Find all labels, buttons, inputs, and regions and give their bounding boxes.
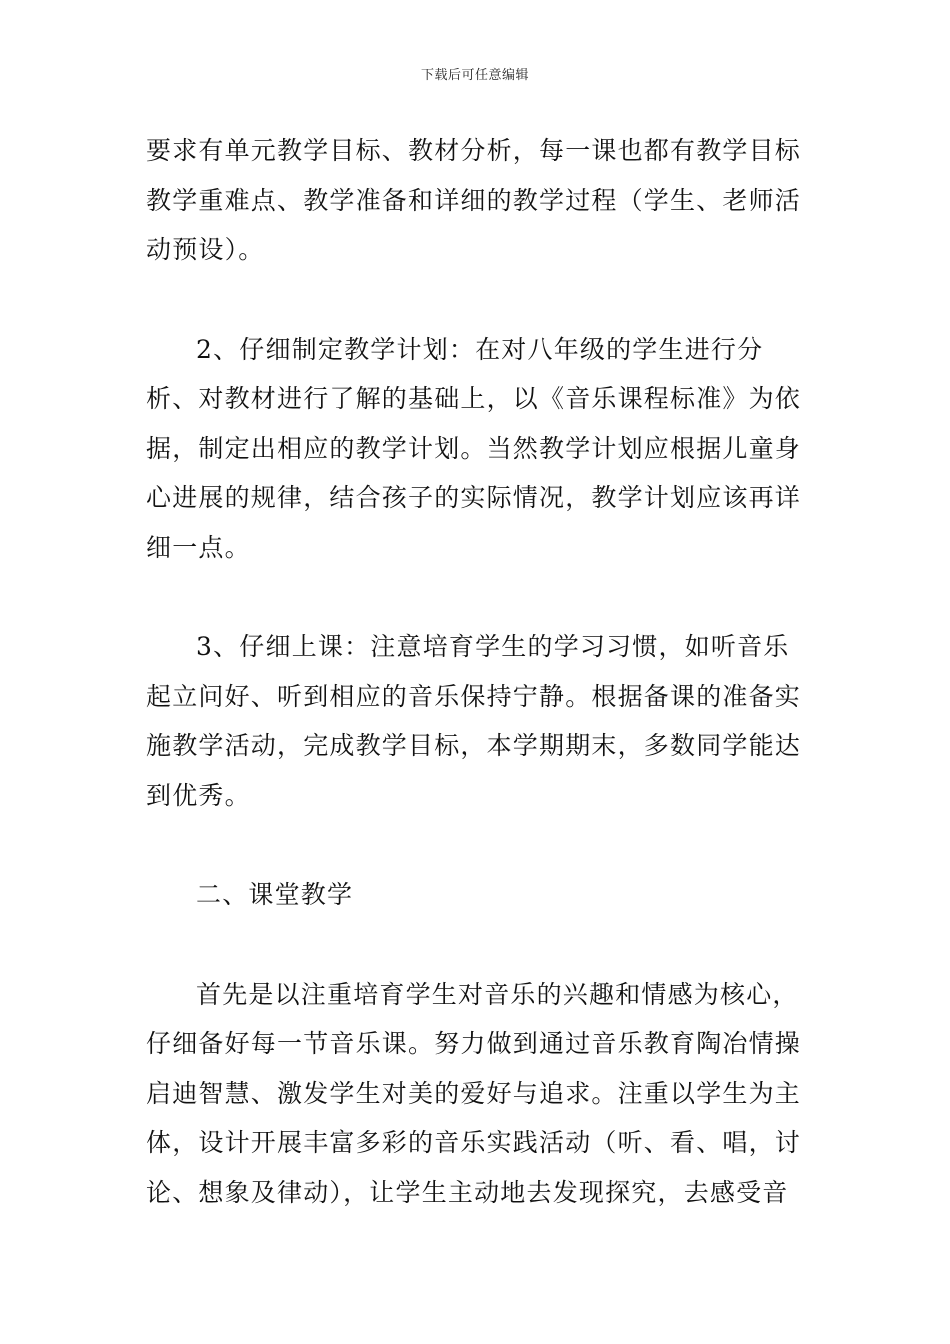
paragraph-music-interest: 首先是以注重培育学生对音乐的兴趣和情感为核心，仔细备好每一节音乐课。努力做到通过音乐教育陶冶情操启迪智慧、激发学生对美的爱好与追求。注重以学生为主体，设计开展丰富多彩的音乐实践活动（听、看、唱，讨论、想象及律动），让学生主动地去发现探究，去感受音 [146, 979, 802, 1207]
paragraph-continuation: 要求有单元教学目标、教材分析，每一课也都有教学目标教学重难点、教学准备和详细的教学过程（学生、老师活动预设）。 [146, 136, 802, 264]
paragraph-gap [146, 572, 810, 622]
paragraph-gap [146, 920, 810, 970]
document-body [146, 126, 810, 1217]
paragraph-gap [146, 275, 810, 325]
page-header-note: 下载后可任意编辑 [420, 68, 529, 83]
section-heading-classroom-teaching: 二、课堂教学 [196, 880, 354, 909]
paragraph-gap [146, 820, 810, 870]
paragraph-class-attendance: 3、仔细上课：注意培育学生的学习习惯，如听音乐起立问好、听到相应的音乐保持宁静。根据备课的准备实施教学活动，完成教学目标，本学期期末，多数同学能达到优秀。 [146, 632, 802, 810]
paragraph-teaching-plan: 2、仔细制定教学计划：在对八年级的学生进行分析、对教材进行了解的基础上，以《音乐课程标准》为依据，制定出相应的教学计划。当然教学计划应根据儿童身心进展的规律，结合孩子的实际情况，教学计划应该再详细一点。 [146, 334, 802, 562]
